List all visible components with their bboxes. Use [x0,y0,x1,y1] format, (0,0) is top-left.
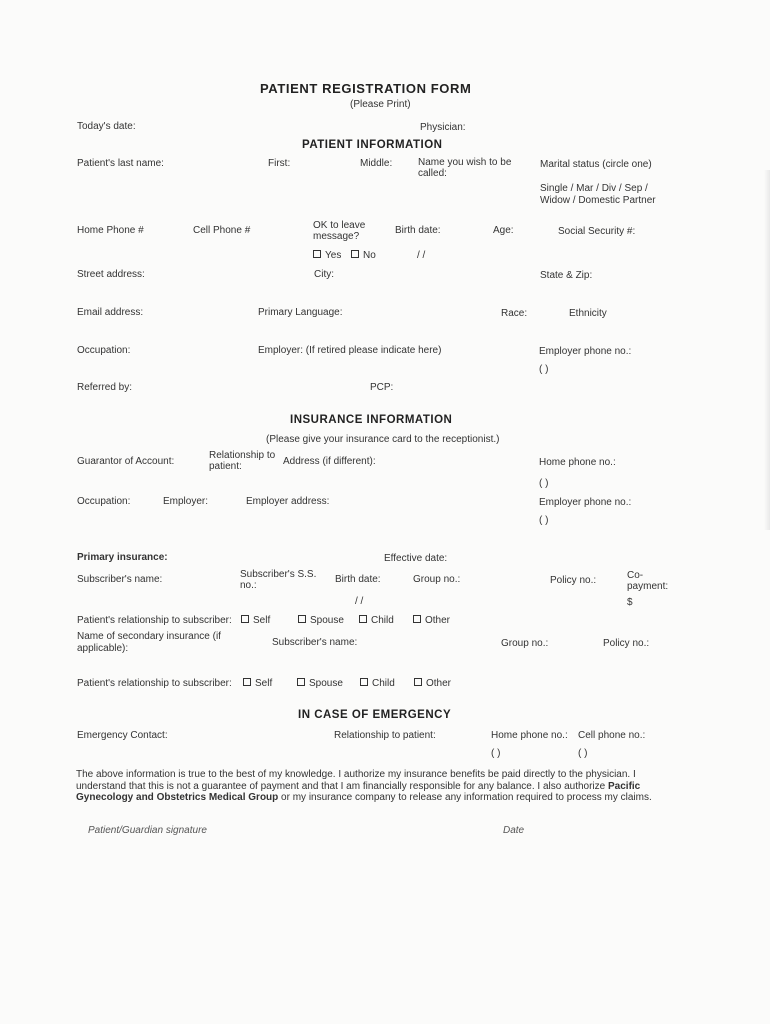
checkbox-icon[interactable] [351,250,359,258]
subscriber-name-label[interactable]: Subscriber's name: [77,574,163,585]
home-phone-label[interactable]: Home Phone # [77,225,144,236]
occupation-label[interactable]: Occupation: [77,345,131,356]
employer-label[interactable]: Employer: (If retired please indicate here) [258,345,442,356]
birth-date-label[interactable]: Birth date: [395,225,441,236]
preferred-name-label-line1[interactable]: Name you wish to be [418,157,512,168]
message-no-option[interactable] [351,250,376,262]
marital-options-line2[interactable]: Widow / Domestic Partner [540,195,656,206]
checkbox-icon[interactable] [414,678,422,686]
primary-self-option[interactable] [241,615,270,627]
message-yes-option[interactable] [313,250,341,262]
checkbox-icon[interactable] [413,615,421,623]
todays-date-label[interactable]: Today's date: [77,121,136,132]
emergency-relationship-label[interactable]: Relationship to patient: [334,730,436,741]
signature-label[interactable]: Patient/Guardian signature [88,825,207,836]
secondary-spouse-option[interactable] [297,678,343,690]
primary-child-option[interactable] [359,615,394,627]
message-yes-label: Yes [325,250,342,261]
message-no-label: No [363,250,376,261]
preferred-name-label-line2: called: [418,168,447,179]
emergency-heading: IN CASE OF EMERGENCY [298,709,452,721]
guarantor-employer-address-label[interactable]: Employer address: [246,496,330,507]
practice-name: Pacific Gynecology and Obstetrics Medical Group [76,780,641,803]
authorization-statement [76,769,676,804]
subscriber-birth-date-slashes: / / [355,596,364,607]
guarantor-occupation-label[interactable]: Occupation: [77,496,131,507]
secondary-insurance-label-line2: applicable): [77,643,129,654]
secondary-group-no-label[interactable]: Group no.: [501,638,549,649]
checkbox-icon[interactable] [243,678,251,686]
form-subtitle: (Please Print) [350,99,411,110]
first-name-label[interactable]: First: [268,158,291,169]
marital-options-line1[interactable]: Single / Mar / Div / Sep / [540,183,648,194]
secondary-subscriber-name-label[interactable]: Subscriber's name: [272,637,358,648]
guarantor-employer-phone-parens: ( ) [539,515,549,526]
authorization-text-1: The above information is true to the best of my knowledge. I authorize my insurance benefits be paid directly to the physician. I understand that this is not a guarantee of payment and that I am financially responsible for any balance. I also authorize [76,769,636,792]
emergency-cell-phone-parens: ( ) [578,748,588,759]
marital-status-label: Marital status (circle one) [540,159,652,170]
policy-no-label[interactable]: Policy no.: [550,575,597,586]
birth-date-slashes: / / [417,250,426,261]
street-address-label[interactable]: Street address: [77,269,145,280]
other-label: Other [426,678,452,689]
insurance-information-heading: INSURANCE INFORMATION [290,414,453,426]
secondary-insurance-label-line1[interactable]: Name of secondary insurance (if [77,631,221,642]
secondary-child-option[interactable] [360,678,395,690]
guarantor-label[interactable]: Guarantor of Account: [77,456,175,467]
subscriber-ss-label-line1[interactable]: Subscriber's S.S. [240,569,317,580]
ok-to-leave-label-line2: message? [313,231,360,242]
guarantor-home-phone-label[interactable]: Home phone no.: [539,457,616,468]
address-if-different-label[interactable]: Address (if different): [283,456,376,467]
authorization-text-2: or my insurance company to release any information required to process my claims. [278,792,652,803]
email-label[interactable]: Email address: [77,307,144,318]
secondary-other-option[interactable] [414,678,451,690]
referred-by-label[interactable]: Referred by: [77,382,133,393]
primary-spouse-option[interactable] [298,615,344,627]
cell-phone-label[interactable]: Cell Phone # [193,225,251,236]
subscriber-birth-date-label[interactable]: Birth date: [335,574,381,585]
scan-edge-shadow [764,170,770,530]
ok-to-leave-label-line1: OK to leave [313,220,366,231]
self-label: Self [255,678,273,689]
primary-other-option[interactable] [413,615,450,627]
patient-information-heading: PATIENT INFORMATION [302,139,443,151]
employer-phone-parens: ( ) [539,364,549,375]
ssn-label[interactable]: Social Security #: [558,226,636,237]
secondary-self-option[interactable] [243,678,272,690]
ethnicity-label[interactable]: Ethnicity [569,308,607,319]
secondary-policy-no-label[interactable]: Policy no.: [603,638,650,649]
emergency-cell-phone-label[interactable]: Cell phone no.: [578,730,646,741]
guarantor-employer-phone-label[interactable]: Employer phone no.: [539,497,632,508]
primary-insurance-label[interactable]: Primary insurance: [77,552,168,563]
other-label: Other [425,615,451,626]
form-title: PATIENT REGISTRATION FORM [260,81,472,96]
child-label: Child [372,678,395,689]
insurance-note: (Please give your insurance card to the receptionist.) [266,434,500,445]
physician-label[interactable]: Physician: [420,122,466,133]
subscriber-ss-label-line2: no.: [240,580,257,591]
guarantor-relationship-line1[interactable]: Relationship to [209,450,276,461]
checkbox-icon[interactable] [359,615,367,623]
copay-label-line1: Co- [627,570,644,581]
signature-date-label[interactable]: Date [503,825,525,836]
middle-name-label[interactable]: Middle: [360,158,393,169]
relationship-to-subscriber-label: Patient's relationship to subscriber: [77,615,232,626]
city-label[interactable]: City: [314,269,334,280]
guarantor-employer-label[interactable]: Employer: [163,496,209,507]
copay-amount-field[interactable]: $ [627,597,633,608]
checkbox-icon[interactable] [313,250,321,258]
emergency-home-phone-label[interactable]: Home phone no.: [491,730,568,741]
checkbox-icon[interactable] [360,678,368,686]
last-name-label[interactable]: Patient's last name: [77,158,164,169]
guarantor-relationship-line2: patient: [209,461,242,472]
age-label[interactable]: Age: [493,225,514,236]
guarantor-home-phone-parens: ( ) [539,478,549,489]
checkbox-icon[interactable] [297,678,305,686]
secondary-relationship-label: Patient's relationship to subscriber: [77,678,232,689]
child-label: Child [371,615,394,626]
spouse-label: Spouse [309,678,343,689]
primary-language-label[interactable]: Primary Language: [258,307,343,318]
effective-date-label[interactable]: Effective date: [384,553,448,564]
pcp-label[interactable]: PCP: [370,382,394,393]
emergency-contact-label[interactable]: Emergency Contact: [77,730,168,741]
self-label: Self [253,615,271,626]
state-zip-label[interactable]: State & Zip: [540,270,593,281]
group-no-label[interactable]: Group no.: [413,574,461,585]
emergency-home-phone-parens: ( ) [491,748,501,759]
checkbox-icon[interactable] [241,615,249,623]
checkbox-icon[interactable] [298,615,306,623]
copay-label-line2: payment: [627,581,669,592]
employer-phone-label[interactable]: Employer phone no.: [539,346,632,357]
race-label[interactable]: Race: [501,308,528,319]
spouse-label: Spouse [310,615,344,626]
